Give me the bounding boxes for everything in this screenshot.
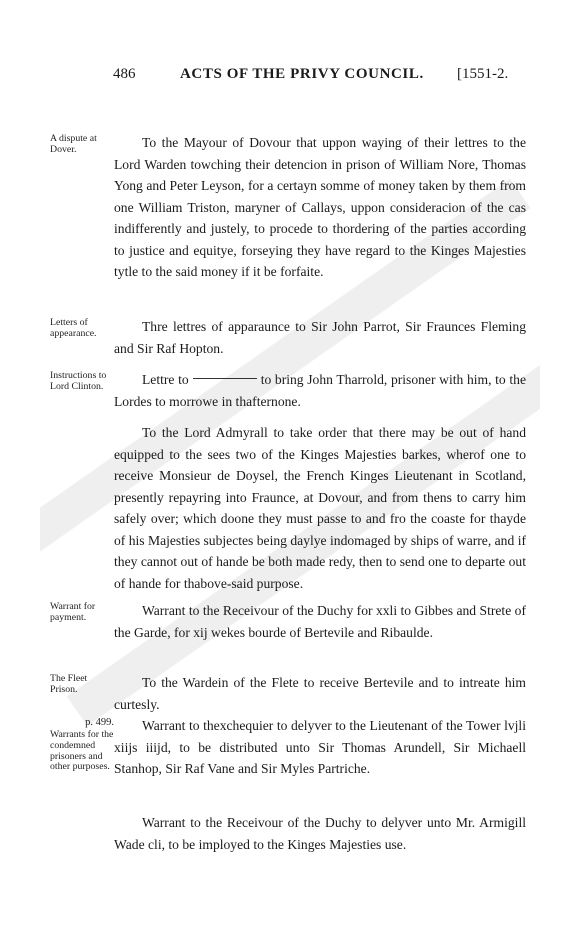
margin-note-clinton: Instructions to Lord Clinton. [50,370,107,392]
paragraph-admiral: To the Lord Admyrall to take order that there may be out of hand equipped to the sees two of the Kinges Majesties barkes, wherof one to receive Monsieur de Doysel, the French Kinges Lieutenant in Scotland, presently repayring into Fraunce, at Dovour, and from thens to carry him safely over; which doone they must passe to and fro the coaste for thayde of his Majesties subjectes being daylye indomaged by ships of warre, and if they cannot out of hande be both made redy, then to send one to departe out of hande for thabove-said purpose. [114,425,526,591]
margin-note-fleet: The Fleet Prison. [50,673,88,695]
page-number: 486 [113,66,136,82]
paragraph-exchequer: Warrant to thexchequier to delyver to the Lieutenant of the Tower lvjli xiijs iiijd, to be distributed unto Sir Thomas Arundell, Sir Michaell Stanhop, Sir Raf Vane and Sir Myles Partriche. [114,718,526,776]
paragraph-appearance: Thre lettres of apparaunce to Sir John Parrot, Sir Fraunces Fleming and Sir Raf Hopton. [114,319,526,356]
page-header [0,66,567,90]
margin-note-dover: A dispute at Dover. [50,133,97,155]
paragraph-warrant-duchy: Warrant to the Receivour of the Duchy for xxli to Gibbes and Strete of the Garde, for xij wekes bourde of Bertevile and Ribaulde. [114,603,526,640]
margin-note-condemned: Warrants for the condemned prisoners and other purposes. [50,729,114,773]
paragraph-dover: To the Mayour of Dovour that uppon waying of their lettres to the Lord Warden towching their detencion in prison of William Nore, Thomas Yong and Peter Leyson, for a certayn somme of money taken by them from one William Triston, maryner of Callays, uppon consideracion of the cas indifferently and justely, to procede to thordering of the parties according to justice and equitye, forseying they have regard to the Kinges Majesties tytle to the said money if it be forfaite. [114,135,526,279]
paragraph-armigill: Warrant to the Receivour of the Duchy to delyver unto Mr. Armigill Wade cli, to be imployed to the Kinges Majesties use. [114,815,526,852]
running-title: ACTS OF THE PRIVY COUNCIL. [180,66,424,82]
paragraph-fleet: To the Wardein of the Flete to receive Bertevile and to intreate him curtesly. [114,675,526,712]
margin-note-appearance: Letters of appearance. [50,317,97,339]
margin-note-warrant-payment: Warrant for payment. [50,601,96,623]
blank-line [193,378,257,379]
paragraph-clinton [114,369,526,412]
paragraph-clinton-start: Lettre to [142,372,189,387]
year-marker: [1551-2. [457,66,509,82]
paragraph-clinton-end: to bring John Tharrold, prisoner with him, to the Lordes to morrowe in thafternone. [114,372,526,409]
margin-page-ref: p. 499. [85,717,114,728]
